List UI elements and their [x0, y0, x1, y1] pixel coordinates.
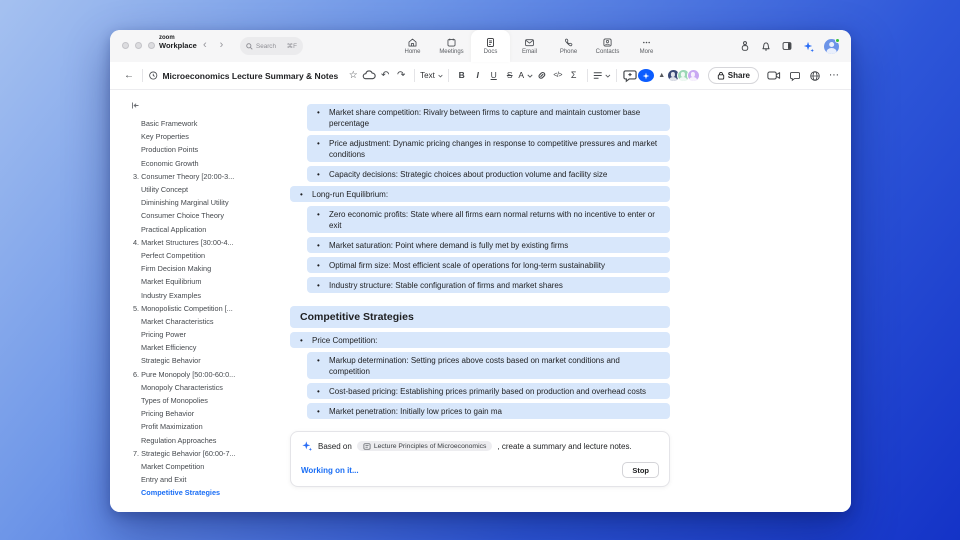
doc-block[interactable]: • Optimal firm size: Most efficient scale of operations for long-term sustainability: [307, 257, 670, 273]
bullet-glyph: [317, 138, 329, 160]
doc-block[interactable]: • Zero economic profits: State where all firms earn normal returns with no incentive to enter or exit: [307, 206, 670, 233]
home-icon: [407, 37, 418, 48]
text-style-dropdown[interactable]: Text: [420, 67, 443, 84]
bullet-glyph: [317, 169, 329, 180]
undo-icon[interactable]: ↶: [380, 69, 390, 81]
collapse-toolbar-button[interactable]: ▲: [658, 72, 666, 79]
document-toolbar: [110, 62, 851, 90]
forward-nav-icon[interactable]: ›: [219, 39, 224, 51]
doc-block[interactable]: • Industry structure: Stable configuration of firms and market shares: [307, 277, 670, 293]
outline-item[interactable]: 3. Consumer Theory [20:00-3...: [133, 171, 235, 181]
outline-item[interactable]: Production Points: [141, 145, 199, 155]
titlebar: [110, 30, 851, 62]
share-button[interactable]: Share: [708, 67, 759, 84]
cloud-sync-icon[interactable]: [361, 67, 377, 84]
history-navigation: [203, 38, 223, 53]
collaborator-avatars: [670, 69, 700, 82]
version-history-icon[interactable]: [148, 70, 159, 81]
tab-phone[interactable]: Phone: [549, 30, 588, 62]
zoom-workplace-logo: [159, 35, 197, 50]
user-avatar[interactable]: [824, 39, 839, 54]
outline-item[interactable]: Basic Framework: [141, 119, 198, 129]
side-panel-toggle-icon[interactable]: [781, 40, 793, 52]
tab-email[interactable]: Email: [510, 30, 549, 62]
outline-item[interactable]: Market Competition: [141, 461, 205, 471]
contacts-icon: [602, 37, 613, 48]
outline-item[interactable]: Pricing Behavior: [141, 409, 195, 419]
formula-button[interactable]: Σ: [570, 70, 577, 80]
outline-item[interactable]: Competitive Strategies: [141, 488, 221, 498]
outline-item[interactable]: Market Equilibrium: [141, 277, 202, 287]
calendar-icon: [446, 37, 457, 48]
outline-item[interactable]: Types of Monopolies: [141, 396, 208, 406]
redo-icon[interactable]: ↷: [396, 69, 406, 81]
search-placeholder: Search: [256, 42, 276, 50]
tab-home[interactable]: Home: [393, 30, 432, 62]
outline-item[interactable]: Perfect Competition: [141, 250, 206, 260]
globe-icon[interactable]: [809, 70, 821, 82]
ai-prompt-suffix: , create a summary and lecture notes.: [497, 441, 632, 451]
chat-bubble-icon[interactable]: [789, 70, 801, 82]
divider: [587, 69, 588, 82]
stop-button[interactable]: Stop: [622, 462, 659, 478]
titlebar-right-actions: [739, 30, 839, 62]
outline-item[interactable]: 7. Strategic Behavior [60:00-7...: [133, 448, 236, 458]
collapse-sidebar-icon[interactable]: [129, 99, 141, 111]
list-format-dropdown[interactable]: [593, 67, 611, 84]
chevron-down-icon: [605, 74, 611, 78]
back-button[interactable]: ←: [124, 69, 134, 81]
ai-prompt-prefix: Based on: [318, 441, 352, 451]
bullet-glyph: [317, 107, 329, 129]
ai-status-row: [291, 457, 669, 486]
sparkle-icon: [642, 72, 650, 80]
favorite-star-icon[interactable]: ☆: [348, 69, 358, 81]
code-block-button[interactable]: </>: [553, 72, 563, 79]
chevron-down-icon: [438, 74, 443, 78]
text-color-dropdown[interactable]: A: [518, 67, 534, 84]
doc-block[interactable]: • Long-run Equilibrium:: [290, 186, 670, 202]
tab-more[interactable]: More: [627, 30, 666, 62]
bullet-glyph: [300, 335, 312, 346]
outline-item[interactable]: Economic Growth: [141, 158, 199, 168]
list-icon: [593, 71, 602, 80]
bullet-glyph: [317, 209, 329, 231]
collaborator-avatar[interactable]: [687, 69, 700, 82]
ai-status-text: Working on it...: [301, 465, 359, 475]
app-tabstrip: [393, 30, 666, 62]
outline-item[interactable]: Industry Examples: [141, 290, 202, 300]
outline-item[interactable]: Monopoly Characteristics: [141, 382, 223, 392]
outline-item[interactable]: Market Efficiency: [141, 343, 197, 353]
doc-block[interactable]: • Market share competition: Rivalry between firms to capture and maintain customer base percentage: [307, 104, 670, 131]
mail-icon: [524, 37, 535, 48]
outline-item[interactable]: Pricing Power: [141, 330, 187, 340]
outline-item[interactable]: Practical Application: [141, 224, 207, 234]
divider: [448, 69, 449, 82]
divider: [414, 69, 415, 82]
lock-icon: [717, 71, 725, 80]
video-camera-icon[interactable]: [767, 70, 781, 81]
doc-block[interactable]: • Capacity decisions: Strategic choices about production volume and facility size: [307, 166, 670, 182]
ai-companion-button[interactable]: [638, 69, 654, 82]
more-icon: [641, 37, 652, 48]
doc-block[interactable]: • Market saturation: Point where demand is fully met by existing firms: [307, 237, 670, 253]
close-window-button[interactable]: [122, 42, 129, 49]
outline-item[interactable]: 5. Monopolistic Competition [...: [133, 303, 233, 313]
maximize-window-button[interactable]: [148, 42, 155, 49]
doc-block[interactable]: • Price Competition:: [290, 332, 670, 348]
online-status-dot: [835, 38, 840, 43]
avatar-silhouette: [688, 70, 699, 81]
chevron-down-icon: [527, 74, 533, 78]
ai-companion-panel: [290, 431, 670, 487]
tab-docs[interactable]: Docs: [471, 30, 510, 62]
bullet-glyph: [317, 355, 329, 377]
assistant-icon[interactable]: [739, 40, 751, 52]
ai-prompt-row: [291, 432, 669, 457]
outline-list: [110, 117, 280, 499]
divider: [616, 69, 617, 82]
outline-item[interactable]: Regulation Approaches: [141, 435, 217, 445]
phone-icon: [563, 37, 574, 48]
outline-item[interactable]: Strategic Behavior: [141, 356, 201, 366]
document-content: [290, 104, 670, 487]
outline-item[interactable]: Market Characteristics: [141, 316, 214, 326]
document-workspace: [110, 90, 851, 512]
bullet-glyph: [317, 260, 329, 271]
bullet-glyph: [317, 386, 329, 397]
outline-item[interactable]: Key Properties: [141, 132, 189, 142]
logo-workplace-text: Workplace: [159, 41, 197, 50]
doc-block[interactable]: • Markup determination: Setting prices above costs based on market conditions and competition: [307, 352, 670, 379]
outline-item[interactable]: Profit Maximization: [141, 422, 203, 432]
outline-item[interactable]: 4. Market Structures [30:00-4...: [133, 237, 234, 247]
ai-sparkle-icon: [301, 440, 313, 452]
toolbar-right-group: [670, 67, 840, 84]
link-icon[interactable]: [534, 67, 550, 84]
outline-item[interactable]: Entry and Exit: [141, 475, 187, 485]
comment-icon[interactable]: [622, 67, 638, 84]
divider: [142, 69, 143, 82]
outline-item[interactable]: Consumer Choice Theory: [141, 211, 225, 221]
logo-zoom-text: zoom: [159, 35, 175, 41]
underline-button[interactable]: U: [490, 70, 497, 81]
bullet-glyph: [317, 406, 329, 417]
back-nav-icon[interactable]: ‹: [203, 39, 207, 51]
bold-button[interactable]: B: [458, 70, 465, 81]
bullet-glyph: [300, 189, 312, 200]
document-canvas: [280, 90, 851, 512]
search-shortcut: ⌘F: [286, 42, 297, 50]
window-controls: [122, 42, 155, 49]
bullet-glyph: [317, 240, 329, 251]
doc-chip-icon: [363, 443, 371, 450]
strikethrough-button[interactable]: S: [506, 70, 513, 81]
doc-block[interactable]: • Cost-based pricing: Establishing prices primarily based on production and overhead costs: [307, 383, 670, 399]
outline-sidebar: [110, 90, 280, 512]
tab-contacts[interactable]: Contacts: [588, 30, 627, 62]
search-input[interactable]: [240, 37, 303, 55]
docs-icon: [485, 37, 496, 48]
source-doc-chip[interactable]: Lecture Principles of Microeconomics: [357, 441, 493, 451]
outline-item[interactable]: Firm Decision Making: [141, 264, 212, 274]
doc-block[interactable]: Competitive Strategies: [290, 306, 670, 328]
notifications-bell-icon[interactable]: [760, 40, 772, 52]
document-title: Microeconomics Lecture Summary & Notes: [162, 70, 339, 81]
minimize-window-button[interactable]: [135, 42, 142, 49]
tab-meetings[interactable]: Meetings: [432, 30, 471, 62]
italic-button[interactable]: I: [476, 70, 479, 81]
search-icon: [246, 43, 253, 50]
ai-companion-sparkle-icon[interactable]: [802, 40, 815, 53]
doc-block[interactable]: • Price adjustment: Dynamic pricing changes in response to competitive pressures and market conditions: [307, 135, 670, 162]
doc-block[interactable]: • Market penetration: Initially low prices to gain ma: [307, 403, 670, 419]
outline-item[interactable]: Diminishing Marginal Utility: [141, 198, 229, 208]
doc-blocks: [290, 104, 670, 419]
bullet-glyph: [317, 280, 329, 291]
more-options-icon[interactable]: ⋯: [829, 70, 840, 81]
zoom-workplace-window: [110, 30, 851, 512]
outline-item[interactable]: Utility Concept: [141, 185, 189, 195]
outline-item[interactable]: 6. Pure Monopoly [50:00-60:0...: [133, 369, 236, 379]
